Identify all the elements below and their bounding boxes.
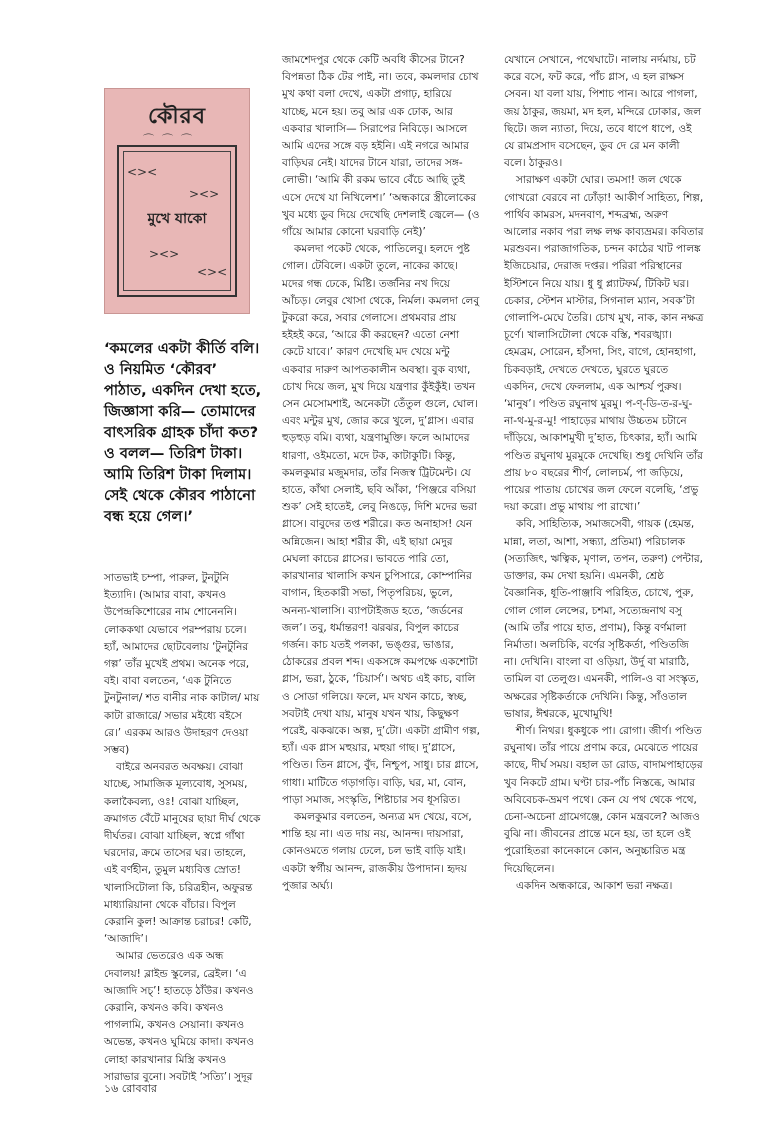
page-footer: ১৬ রোববার [104,1082,157,1095]
book-cover-image [104,88,250,314]
paragraph: কবি, সাহিত্যিক, সমাজসেবী, গায়ক (হেমন্ত, মান্না, লতা, আশা, সন্ধ্যা, প্রতিমা) পরিচালক (সত্যজিৎ, ঋত্বিক, মৃণাল, তপন, তরুণ) পেন্টার, ডাক্তার, কম দেখা হয়নি। এমনকী, শ্রেষ্ঠ বৈজ্ঞানিক, ধূতি-পাঞ্জাবি পরিহিত, চোখে, পুরু, গোল গোল লেন্সের, চশমা, সত্যেন্দ্রনাথ বসু (আমি তাঁর পায়ে হাত, প্রণাম), কিন্তু বর্ণমালা নির্মাতা। অলচিকি, বর্ণের সৃষ্টিকর্তা, পণ্ডিতজি না। দেখিনি। বাংলা বা ওড়িয়া, উর্দু বা মারাঠি, তামিল বা তেলুগু। এমনকী, পালি-ও বা সংস্কৃত, অক্ষরের সৃষ্টিকর্তাকে দেখিনি। কিন্তু, সাঁওতাল ভাষার, ঈশ্বরকে, মুখোমুখি! [504,518,704,720]
pull-quote: ‘কমলের একটা কীর্তি বলি। ও নিয়মিত ‘কৌরব’ পাঠাত, একদিন দেখা হতে, জিজ্ঞাসা করি— তোমাদের বাৎসরিক গ্রাহক চাঁদা কত? ও বলল— তিরিশ টাকা। আমি তিরিশ টাকা দিলাম। সেই থেকে কৌরব পাঠানো বন্ধ হয়ে গেল।’ [104,340,262,525]
paragraph: সারাক্ষণ একটা ঘোর। তমসা! জল থেকে গোখরো বেরবে না ঢোঁড়া! আকীর্ণ সাহিত্য, শিল্প, পার্থিব কামরস, মদনবাণ, শব্দব্রহ্ম, অরুণ আলোর নকাব পরা লক্ষ লক্ষ কাব্যভ্রমর। কবিতার মরশুবন। পরাজাগতিক, চন্দন কাঠের খাট পালঙ্ক ইজিচেয়ার, দেরাজ দপ্তর। পরিরা পরিস্থানের ইস্টিশনে নিয়ে যায়। ধু ধু প্ল্যাটফর্ম, টিকিট ঘর। চেকার, স্টেশন মাস্টার, সিগনাল ম্যান, সবক’টা গোলাপি-মেঘে তৈরি। চোখ মুখ, নাক, কান নক্ষত্র চূর্ণে। খালাসিটোলা থেকে বস্তি, শবরঙ্খ্যা। হেমব্রম, সোরেন, হাঁসদা, সিং, বাগে, হোনহাগা, চিকবড়াই, দেখতে দেখতে, ঘুরতে ঘুরতে একদিন, দেখে ফেললাম, এক আশ্চর্য পুরুষ। ‘মানুষ’। পণ্ডিত রঘুনাথ মুরমু। প-ণ্-ডি-ত-র-ঘু-না-থ-মু-র-মু! পাহাড়ের মাথায় উচ্চতম চটানে দাঁড়িয়ে, আকাশমুখী দু’হাত, চিৎকার, হ্যাঁ। আমি পণ্ডিত রঘুনাথ মুরমুকে দেখেছি। শুধু দেখিনি তাঁর প্রায় ৮০ বছরের শীর্ণ, লোলচর্ম, পা জড়িয়ে, পায়ের পাতায় চোখের জল ফেলে বলেছি, ‘প্রভু দয়া করো। প্রভু মাথায় পা রাখো।’ [504,174,704,514]
fish-icon: <>< [197,265,228,279]
cover-subtitle: মুখে যাকো [147,211,207,227]
paragraph: সাতভাই চম্পা, পারুল, টুনটুনি ইত্যাদি। (আমার বাবা, কখনও উপেন্দ্রকিশোরের নাম শোনেননি। লোককথা যেভাবে পরম্পরায় চলে। হ্যাঁ, আমাদের ছোটবেলায় ‘টুনটুনির গল্প’ তাঁর মুখেই প্রথম। অনেক পরে, বই। বাবা বলতেন, ‘এক টুনিতে টুনটুনাল/ শত বানীর নাক কাটাল/ মায় কাটা রাজারে/ সভার মইধ্যে বইসে রে।’ এরকম আরও উদাহরণ দেওয়া সম্ভব) [104,572,260,757]
fish-icon: ><> [189,187,220,201]
fish-icon: ><> [149,247,180,261]
bird-icon: ⌒⌒⌒ [143,133,200,146]
paragraph: কমলদা পকেট থেকে, পাতিলেবু। হলদে পুষ্ট গোল। টেবিলে। একটা তুলে, নাকের কাছে। মদের গন্ধ ঢেকে, মিষ্টি। তর্জনির নখ দিয়ে আঁচড়। লেবুর খোসা থেকে, নির্মল। কমলদা লেবু টুকরো করে, সবার গেলাসে। প্রথমবার প্রায় হইহই করে, ‘আরে কী করছেন? এতো নেশা কেটে যাবে।’ কারণ দেখেছি মদ খেয়ে মন্টু একবার দারুণ আপতকালীন অবস্থা। বুক ব্যথা, চোখ দিয়ে জল, মুখ দিয়ে যন্ত্রণার কুঁইকুঁই। তখন সেন মেসোমশাই, অনেকটা তেঁতুল গুলে, ঘোল। এবং মন্টুর মুখ, জোর করে খুলে, দু’গ্লাস। এবার হুড়হুড় বমি। ব্যথা, যন্ত্রণামুক্তি। ফলে আমাদের ধারণা, ওইমতো, মদে টক, কাটাকুটি। কিন্তু, কমলকুমার মজুমদার, তাঁর নিজস্ব ট্রিটমেন্ট। যে হাতে, কাঁথা সেলাই, ছবি আঁকা, ‘পিঞ্জরে বসিয়া শুক’ সেই হাতেই, লেবু নিঙড়ে, দিশি মদের ভরা গ্লাসে। বাবুদের তপ্ত শরীরে। কত অনাহাস! যেন অন্নিজেন। আহা শরীর কী, এই ছায়া মেদুর মেঘলা কাচের গ্লাসের। ভাবতে পারি তো, কারখানার খালাসি কখন চুপিসারে, কোম্পানির বাগান, হিতকারী সভা, পিতৃপরিচয়, ভুলে, অনন্য-খালাসি। ব্যাপটাইজড হতে, ‘জর্ডনের জল’। তবু, ধর্মান্তরণ! ঝরঝর, বিপুল কাচের গর্জন। কাচ যতই পলকা, ভঙ্গুর, ভাঙার, ঠোকরের প্রবল শব্দ। একসঙ্গে কমপক্ষে একশোটা গ্লাস, ভরা, ঠুকে, ‘চিয়ার্স’। অথচ এই কাচ, বালি ও সোডা গলিয়ে। ফলে, মদ যখন কাচে, স্বচ্ছ, সবটাই দেখা যায়, মানুষ যখন খায়, কিছুক্ষণ পরেই, ঝকঝকে। অল্প, দু’টো। একটা গ্রামীণ গল্প, হ্যাঁ। এক গ্লাস মহুয়ার, মহুয়া গাছ। দু’গ্লাসে, পণ্ডিত। তিন গ্লাসে, বুঁদ, নিশ্চুপ, সাধু। চার গ্লাসে, গাধা। মাটিতে গড়াগড়ি। বাড়ি, ঘর, মা, বোন, পাড়া সমাজ, সংস্কৃতি, শিষ্টাচার সব ধূসরিত। [282,243,480,806]
paragraph: বাইরে অনবরত অবক্ষয়। বোঝা যাচ্ছে, সামাজিক মূল্যবোধ, সুসময়, কলাকৈবল্য, ওঃ! বোঝা যাচ্ছিল, ক্রমাগত বেঁটে মানুষের ছায়া দীর্ঘ থেকে দীর্ঘতর। বোঝা যাচ্ছিল, স্বপ্নে গাঁথা ঘরদোর, ক্রমে তাসের ঘর। তাহলে, এই বর্ণহীন, তুমুল মধ্যবিত্ত স্রোত! খালাসিটোলা কি, চরিত্রহীন, অফুরন্ত মাধ্যারিয়ানা থেকে বাঁচার। বিপুল কেরানি কুল! আক্রান্ত চরাচর! কেটি, ‘আজাদি’। [104,761,261,946]
fish-icon: <>< [127,165,158,179]
text-column-3 [504,52,704,895]
paragraph: একদিন অন্ধকারে, আকাশ ভরা নক্ষত্র। [516,879,673,892]
text-column-1 [104,570,262,1086]
cover-title: কৌরব [148,103,206,129]
paragraph: কমলকুমার বলতেন, অন্যত্র মদ খেয়ে, বসে, শান্তি হয় না। এত দায় নয়, আনন্দ। দায়সারা, কোনওমতে গলায় ঢেলে, চল ভাই বাড়ি যাই। একটা স্বর্গীয় আনন্দ, রাজকীয় উপাদান। হৃদয় পুজার অর্ঘ্য। [282,810,472,892]
cover-frame [117,145,237,297]
paragraph: যেখানে সেখানে, পথেঘাটে। নালায় নর্দমায়, চট করে বসে, ফট করে, পাঁচ গ্লাস, এ হল রাক্ষস সেবন। যা বলা যায়, পিশাচ পান। আরে পাগলা, জয় ঠাকুর, জয়মা, মদ হল, মন্দিরে ঢোকার, জল ছিটে। জল ন্যাতা, দিয়ে, তবে ধাপে ধাপে, ওই যে রামপ্রসাদ বসেছেন, ডুব দে রে মন কালী বলে। ঠাকুরও। [504,54,702,170]
paragraph: আমার ভেতরেও এক অন্ধ দেবালয়! ব্লাইন্ড স্কুলের, ব্রেইল। ‘এ আজাদি সচ্’! হাতড়ে ঠাঁউর। কখনও কেরানি, কখনও কবি। কখনও পাগলামি, কখনও সেয়ানা। কখনও অভেন্ত, কখনও ঘুমিয়ে কাদা। কখনও লোহা কারখানার মিস্ত্রি কখনও সারাভার বুনো। সবটাই ‘সত্যি’। সুদূর [104,950,254,1083]
paragraph: শীর্ণ। নিথর। ধুকধুকে পা। রোগা। জীর্ণ। পণ্ডিত রঘুনাথ। তাঁর পায়ে প্রণাম করে, মেঝেতে পায়ের কাছে, দীর্ঘ সময়। বহাল ডা রোড, বাদামপাহাড়ের খুব নিকটে গ্রাম। ঘণ্টা চার-পাঁচ নিস্তব্ধে, আমার অবিবেচক-ভ্রমণ পথে। কেন যে পথ থেকে পথে, চেনা-অচেনা গ্রামেগঞ্জে, কোন মন্ত্রবলে? আজও বুঝি না। জীবনের প্রান্তে মনে হয়, তা হলে ওই পুরোহিতরা কানেকানে কোন, অনুচ্চারিত মন্ত্র দিয়েছিলেন। [504,724,703,875]
paragraph: জামশেদপুর থেকে কেটি অবধি কীসের টানে? বিপন্নতা ঠিক টের পাই, না। তবে, কমলদার চোখ মুখ কথা বলা দেখে, একটা প্রগাঢ়, হারিয়ে যাচ্ছে, মনে হয়। তবু আর এক ঢোক, আর একবার খালাসি— সিরাপের নিবিড়ে। আসলে আমি এদের সঙ্গে বড় হইনি। এই নগরে আমার বাড়িঘর নেই। যাদের টানে যারা, তাদের সঙ্গ-লোভী। ‘আমি কী রকম ভাবে বেঁচে আছি তুই এসে দেখে যা নিখিলেশ।’ ‘অন্ধকারে স্ত্রীলোকের খুব মধ্যে ডুব দিয়ে দেখেছি দেশলাই জ্বেলে— (ও গাঁয়ে আমার কোনো ঘরবাড়ি নেই)’ [282,54,480,239]
text-column-2 [282,52,480,895]
